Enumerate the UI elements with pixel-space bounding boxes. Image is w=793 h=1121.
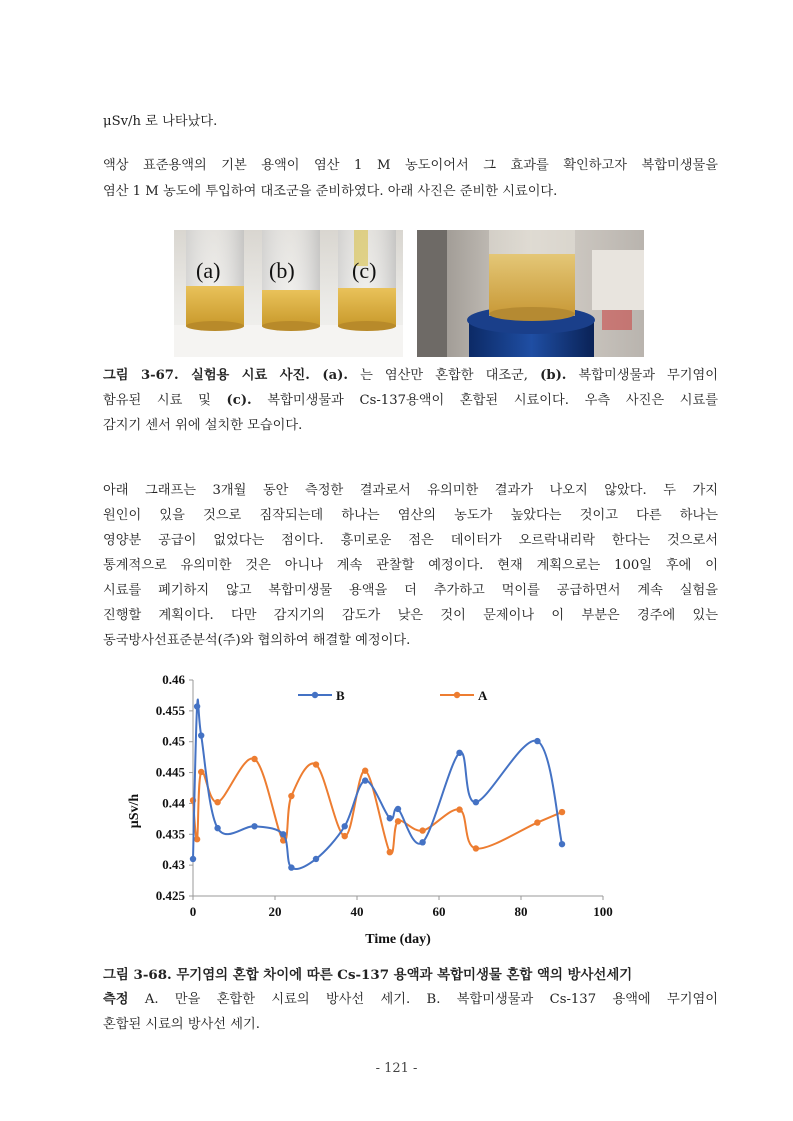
paragraph-2-line-2: 원인이 있을 것으로 짐작되는데 하나는 염산의 농도가 높았다는 것이고 다른 하나는 (103, 508, 718, 523)
data-point-B (342, 823, 348, 829)
fig67-caption-line-1: 그림 3-67. 실험용 시료 사진. (a). 는 염산만 혼합한 대조군, (b). 복합미생물과 무기염이 (103, 368, 719, 383)
data-point-A (251, 756, 257, 762)
y-axis-label: μSv/h (127, 793, 142, 829)
series-line-B (193, 700, 562, 869)
data-point-B (559, 841, 565, 847)
data-point-A (214, 799, 220, 805)
page-number: - 121 - (375, 1061, 418, 1076)
series-line-A (193, 758, 562, 853)
data-point-A (419, 827, 425, 833)
data-point-B (387, 815, 393, 821)
data-point-B (194, 703, 200, 709)
y-tick-label: 0.44 (162, 795, 185, 811)
data-point-A (342, 833, 348, 839)
x-tick-label: 60 (432, 904, 446, 919)
data-point-B (214, 825, 220, 831)
paragraph-1-line-2: 염산 1 M 농도에 투입하여 대조군을 준비하였다. 아래 사진은 준비한 시료이다. (103, 184, 558, 199)
data-point-B (190, 856, 196, 862)
data-point-B (280, 831, 286, 837)
y-tick-label: 0.43 (162, 857, 185, 873)
data-point-B (473, 799, 479, 805)
x-axis-label: Time (day) (365, 932, 431, 947)
fig68-caption-line-1: 그림 3-68. 무기염의 혼합 차이에 따른 Cs-137 용액과 복합미생물 혼합 액의 방사선세기 (103, 967, 633, 983)
y-tick-label: 0.45 (162, 733, 185, 749)
fig68-caption-line-3: 혼합된 시료의 방사선 세기. (103, 1017, 260, 1032)
paragraph-2-line-6: 진행할 계획이다. 다만 감지기의 감도가 낮은 것이 문제이나 이 부분은 경주에 있는 (103, 608, 718, 623)
vial-label-a: (a) (196, 258, 221, 283)
data-point-B (251, 823, 257, 829)
legend-marker-A (454, 692, 460, 698)
paragraph-2-line-5: 시료를 폐기하지 않고 복합미생물 용액을 더 추가하고 먹이를 공급하면서 계속 실험을 (103, 583, 718, 598)
sample-on-detector-photo (417, 230, 644, 357)
paragraph-2-line-4: 통계적으로 유의미한 것은 아니나 계속 관찰할 예정이다. 현재 계획으로는 100일 후에 이 (103, 558, 718, 573)
data-point-B (362, 777, 368, 783)
data-point-A (387, 849, 393, 855)
data-point-A (559, 809, 565, 815)
data-point-A (362, 768, 368, 774)
data-point-B (419, 839, 425, 845)
y-tick-label: 0.455 (155, 702, 185, 718)
x-tick-label: 100 (593, 904, 613, 919)
x-tick-label: 80 (514, 904, 528, 919)
legend-marker-B (312, 692, 318, 698)
data-point-A (194, 836, 200, 842)
data-point-A (313, 761, 319, 767)
y-tick-label: 0.425 (155, 888, 185, 903)
data-point-A (288, 793, 294, 799)
y-tick-label: 0.445 (155, 764, 185, 780)
vial-label-c: (c) (352, 258, 377, 283)
legend-label-A: A (478, 688, 488, 703)
y-tick-label: 0.46 (162, 672, 185, 687)
paragraph-1-line-1: 액상 표준용액의 기본 용액이 염산 1 M 농도이어서 그 효과를 확인하고자 복합미생물을 (103, 158, 718, 173)
x-tick-label: 0 (189, 904, 197, 919)
paragraph-2-line-7: 동국방사선표준분석(주)와 협의하여 해결할 예정이다. (103, 633, 411, 648)
data-point-B (534, 738, 540, 744)
data-point-A (395, 818, 401, 824)
data-point-B (456, 750, 462, 756)
radiation-intensity-chart (120, 668, 620, 953)
paragraph-2-line-3: 영양분 공급이 없었다는 점이다. 흥미로운 점은 데이터가 오르락내리락 한다는 것으로서 (103, 533, 718, 548)
paragraph-unit-line: μSv/h 로 나타났다. (103, 114, 218, 129)
sample-vials-photo (174, 230, 403, 357)
data-point-B (395, 806, 401, 812)
x-tick-label: 40 (350, 904, 364, 919)
fig67-caption-line-2: 함유된 시료 및 (c). 복합미생물과 Cs-137용액이 혼합된 시료이다. 우측 사진은 시료를 (103, 393, 718, 408)
data-point-B (198, 732, 204, 738)
data-point-A (534, 819, 540, 825)
fig67-caption-line-3: 감지기 센서 위에 설치한 모습이다. (103, 418, 303, 433)
fig68-caption-line-2: 측정 A. 만을 혼합한 시료의 방사선 세기. B. 복합미생물과 Cs-137 용액에 무기염이 (103, 992, 718, 1007)
data-point-B (313, 856, 319, 862)
data-point-B (288, 864, 294, 870)
legend-label-B: B (336, 688, 345, 703)
data-point-A (198, 769, 204, 775)
data-point-A (473, 845, 479, 851)
data-point-A (456, 806, 462, 812)
y-tick-label: 0.435 (155, 826, 185, 842)
x-tick-label: 20 (268, 904, 282, 919)
vial-label-b: (b) (269, 258, 295, 283)
paragraph-2-line-1: 아래 그래프는 3개월 동안 측정한 결과로서 유의미한 결과가 나오지 않았다. 두 가지 (103, 483, 718, 498)
